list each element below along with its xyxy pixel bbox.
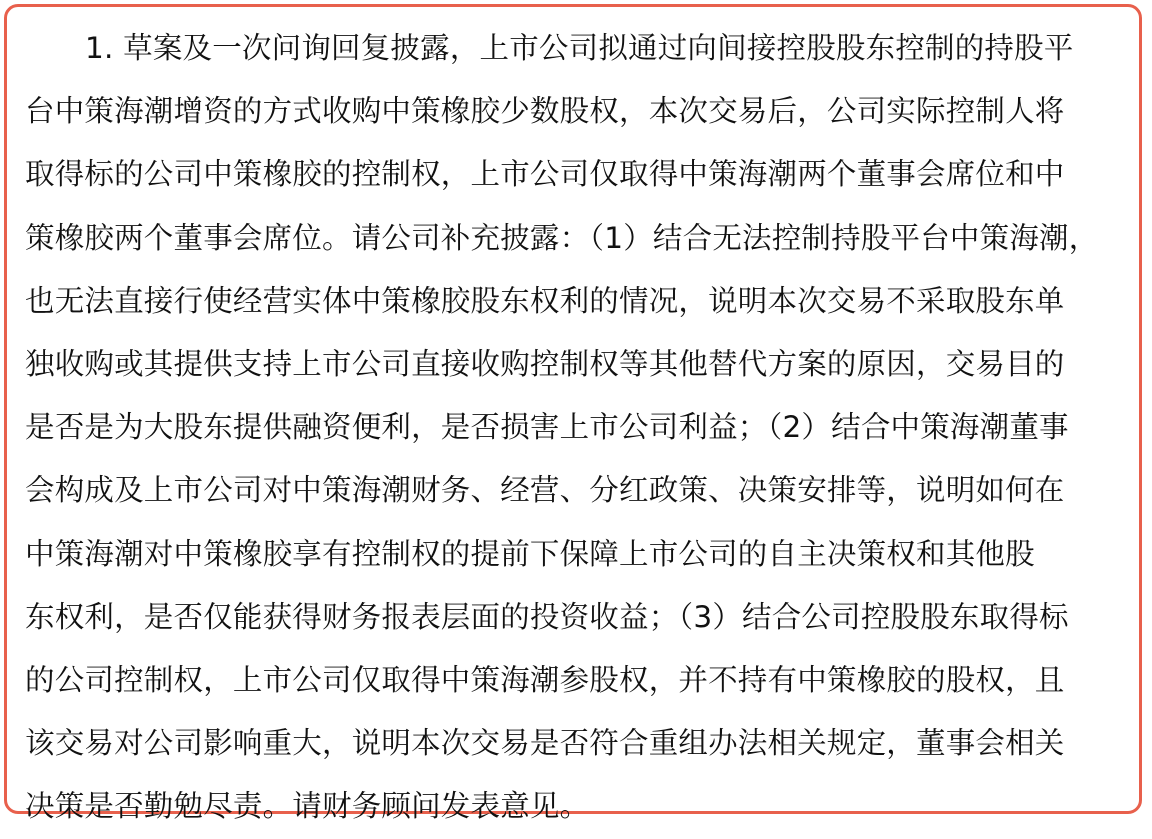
paragraph-line-6: 独收购或其提供支持上市公司直接收购控制权等其他替代方案的原因，交易目的 <box>25 347 1065 382</box>
paragraph-line-10: 东权利，是否仅能获得财务报表层面的投资收益；（3）结合公司控股股东取得标 <box>25 599 1069 634</box>
paragraph-line-9: 中策海潮对中策橡胶享有控制权的提前下保障上市公司的自主决策权和其他股 <box>25 536 1035 571</box>
paragraph-line-3: 取得标的公司中策橡胶的控制权，上市公司仅取得中策海潮两个董事会席位和中 <box>25 157 1065 192</box>
paragraph-line-13: 决策是否勤勉尽责。请财务顾问发表意见。 <box>25 789 590 824</box>
paragraph-line-12: 该交易对公司影响重大，说明本次交易是否符合重组办法相关规定，董事会相关 <box>25 726 1065 761</box>
paragraph-line-8: 会构成及上市公司对中策海潮财务、经营、分红政策、决策安排等，说明如何在 <box>25 473 1065 508</box>
paragraph-line-5: 也无法直接行使经营实体中策橡胶股东权利的情况，说明本次交易不采取股东单 <box>25 283 1065 318</box>
document-frame <box>4 4 1142 824</box>
paragraph-line-7: 是否是为大股东提供融资便利，是否损害上市公司利益；（2）结合中策海潮董事 <box>25 410 1069 445</box>
paragraph-line-2: 台中策海潮增资的方式收购中策橡胶少数股权，本次交易后，公司实际控制人将 <box>25 94 1065 129</box>
paragraph-line-11: 的公司控制权，上市公司仅取得中策海潮参股权，并不持有中策橡胶的股权，且 <box>25 663 1065 698</box>
question-paragraph <box>25 17 1137 839</box>
paragraph-line-4: 策橡胶两个董事会席位。请公司补充披露：（1）结合无法控制持股平台中策海潮， <box>25 220 1099 255</box>
paragraph-line-1: 1. 草案及一次问询回复披露，上市公司拟通过向间接控股股东控制的持股平 <box>85 31 1074 65</box>
